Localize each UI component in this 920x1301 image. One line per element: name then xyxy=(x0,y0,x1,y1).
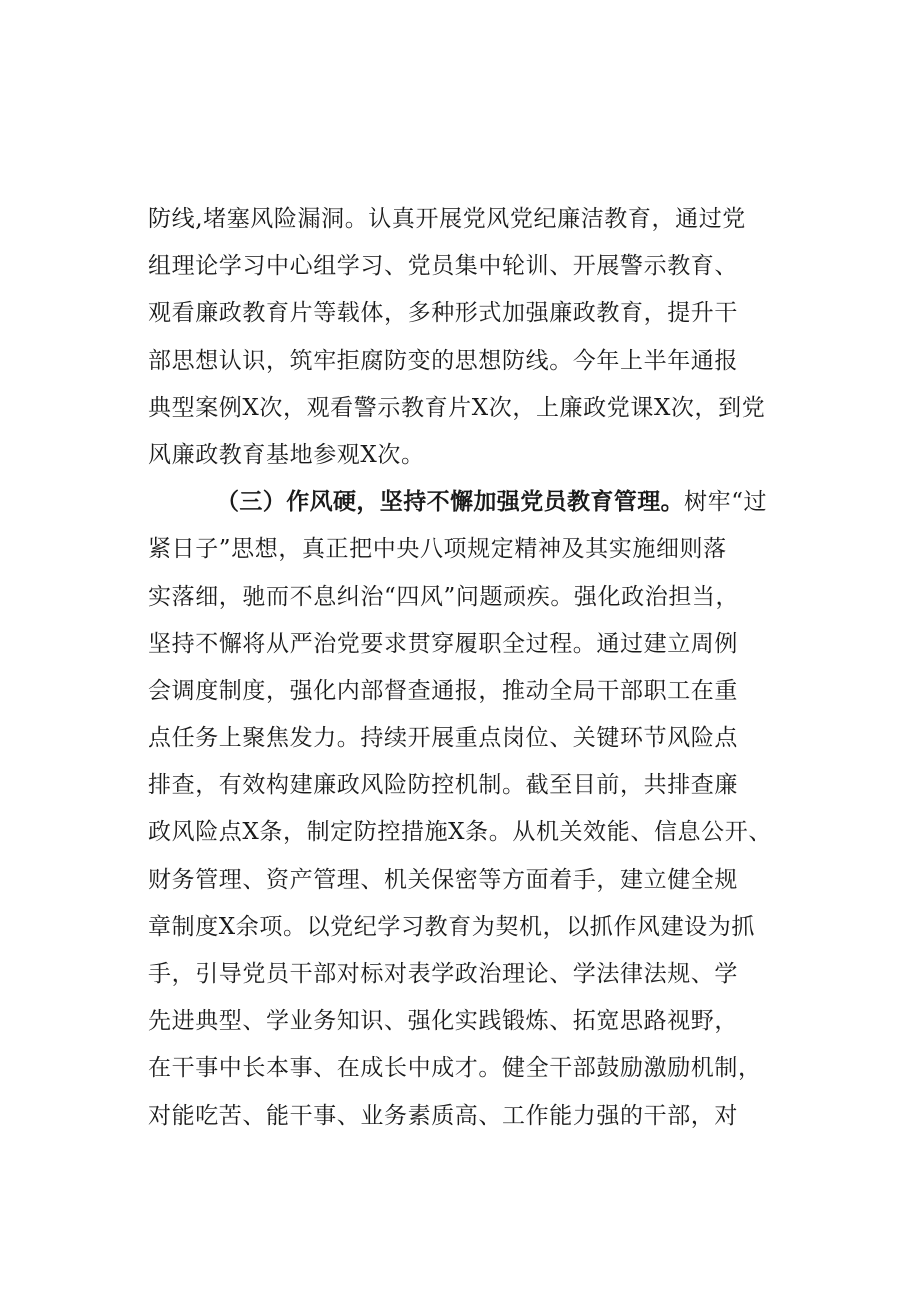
text-run: 树牢“过 xyxy=(684,489,768,516)
text-line: 对能吃苦、能干事、业务素质高、工作能力强的干部，对 xyxy=(148,1102,738,1129)
text-line: 会调度制度，强化内部督查通报，推动全局干部职工在重 xyxy=(148,677,738,704)
document-body xyxy=(148,196,788,1140)
text-line: 先进典型、学业务知识、强化实践锻炼、拓宽思路视野， xyxy=(148,1008,738,1035)
text-line: 点任务上聚焦发力。持续开展重点岗位、关键环节风险点 xyxy=(148,725,738,752)
paragraph-section-3 xyxy=(148,479,788,1140)
text-line: 组理论学习中心组学习、党员集中轮训、开展警示教育、 xyxy=(148,253,738,280)
paragraph-discipline-education xyxy=(148,196,788,479)
section-heading: （三）作风硬，坚持不懈加强党员教育管理。 xyxy=(216,489,684,516)
text-line: 财务管理、资产管理、机关保密等方面着手，建立健全规 xyxy=(148,866,738,893)
text-line: 观看廉政教育片等载体，多种形式加强廉政教育，提升干 xyxy=(148,300,738,327)
text-line: 排查，有效构建廉政风险防控机制。截至目前，共排查廉 xyxy=(148,772,738,799)
text-line: 手，引导党员干部对标对表学政治理论、学法律法规、学 xyxy=(148,961,738,987)
text-line: 实落细，驰而不息纠治“四风”问题顽疾。强化政治担当， xyxy=(148,583,740,610)
text-line: 典型案例X次，观看警示教育片X次，上廉政党课X次，到党 xyxy=(148,394,766,421)
text-line: 在干事中长本事、在成长中成才。健全干部鼓励激励机制， xyxy=(148,1055,762,1082)
text-line: 部思想认识，筑牢拒腐防变的思想防线。今年上半年通报 xyxy=(148,347,738,374)
text-line: 风廉政教育基地参观X次。 xyxy=(148,441,425,468)
text-line-with-heading xyxy=(148,479,788,526)
text-line: 防线,堵塞风险漏洞。认真开展党风党纪廉洁教育，通过党 xyxy=(148,206,746,232)
text-line: 紧日子”思想，真正把中央八项规定精神及其实施细则落 xyxy=(148,536,727,563)
text-line: 坚持不懈将从严治党要求贯穿履职全过程。通过建立周例 xyxy=(148,630,738,657)
text-line: 政风险点X条，制定防控措施X条。从机关效能、信息公开、 xyxy=(148,819,772,846)
text-line: 章制度X余项。以党纪学习教育为契机，以抓作风建设为抓 xyxy=(148,913,755,940)
